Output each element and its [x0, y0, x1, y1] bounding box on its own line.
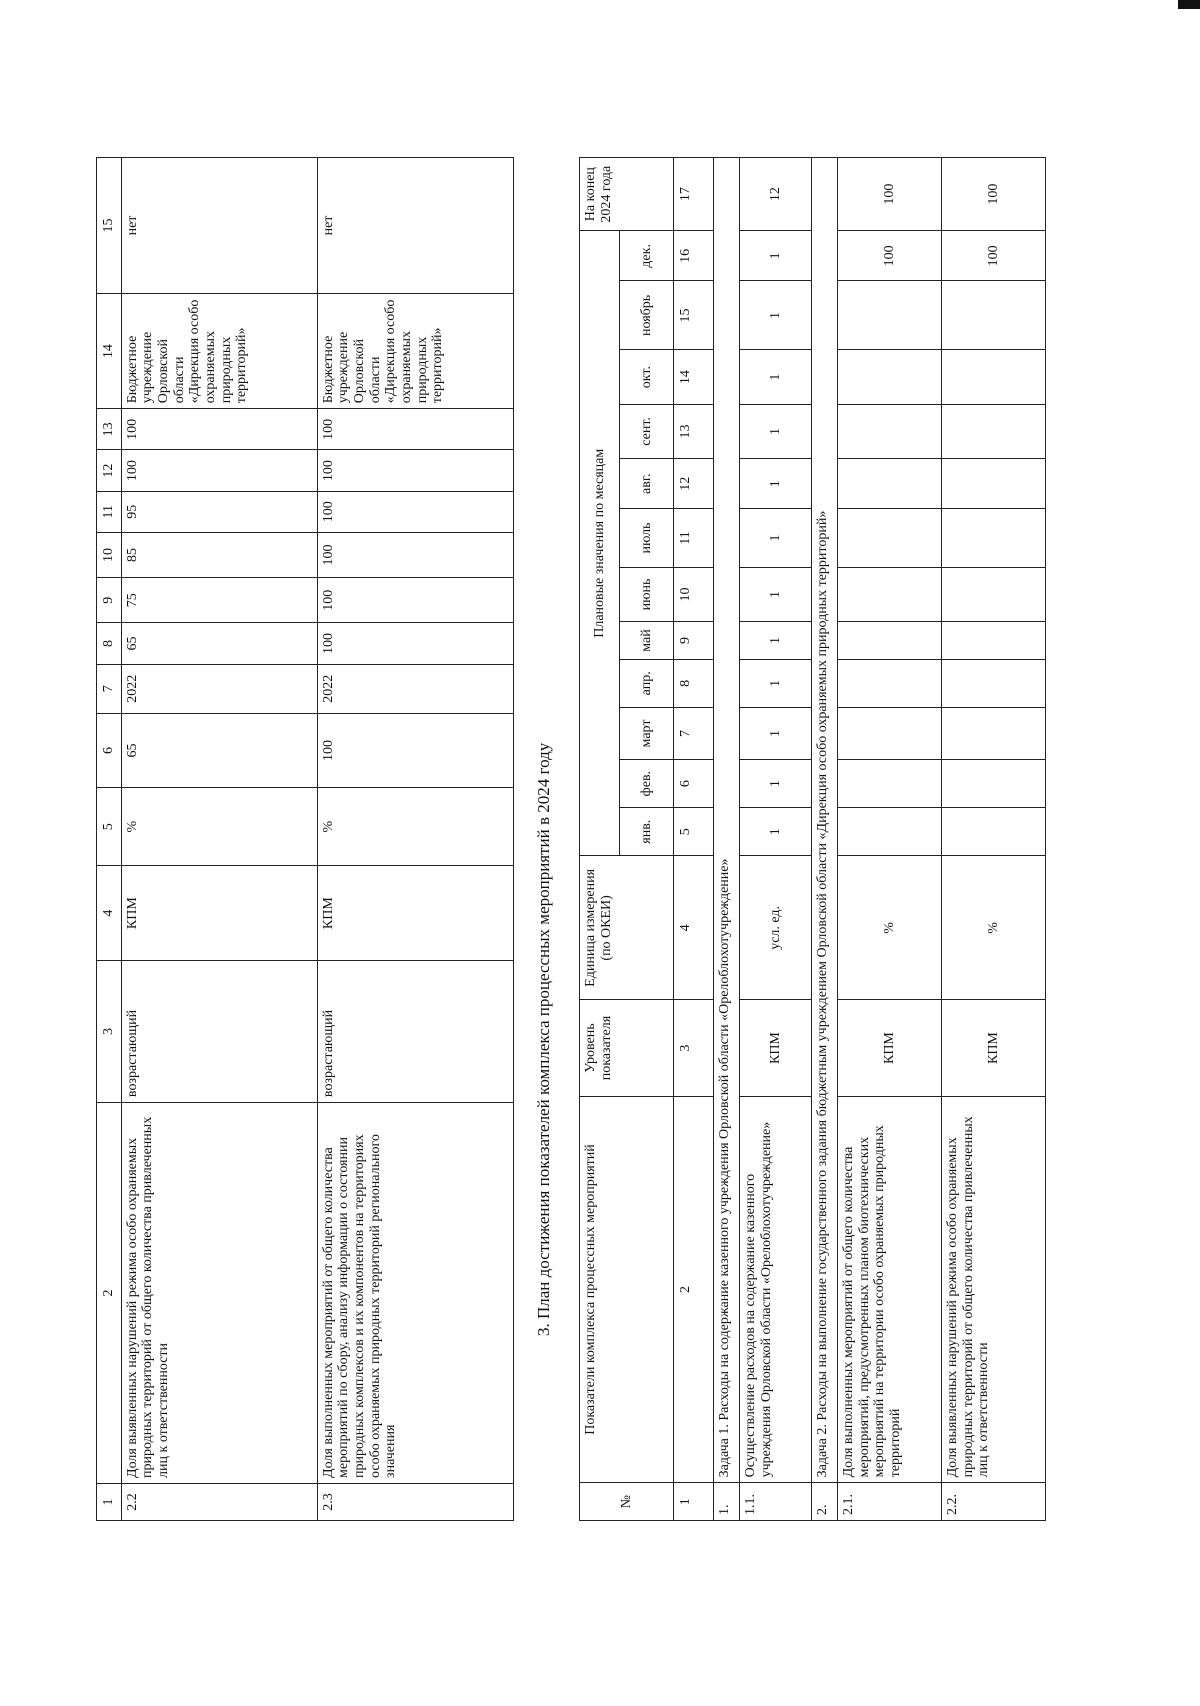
month-value	[942, 659, 1046, 707]
header-end-of-year: На конец 2024 года	[580, 158, 674, 231]
month-value: 1	[740, 231, 812, 281]
table2-header-numbers	[674, 158, 714, 1521]
t2-col-num: 16	[674, 231, 714, 281]
month-header: сент.	[620, 404, 674, 458]
t1-col-num: 2	[97, 1103, 122, 1484]
month-header: июль	[620, 509, 674, 568]
table2-header-row-1	[580, 158, 620, 1521]
t2-col-num: 3	[674, 1000, 714, 1096]
t1-col-num: 1	[97, 1483, 122, 1520]
indicator-name: Доля выявленных нарушений режима особо охраняемых природных территорий от общего количества привлеченных лиц к ответственности	[121, 1103, 317, 1484]
month-value	[942, 567, 1046, 621]
base-value: 65	[121, 713, 317, 787]
section-3-title: 3. План достижения показателей комплекса процессных мероприятий в 2024 году	[534, 742, 553, 1336]
responsible-org: Бюджетное учреждение Орловской области «Дирекция особо охраняемых природных территорий»	[317, 294, 513, 409]
table-row	[942, 158, 1046, 1521]
month-header: март	[620, 707, 674, 759]
header-indicators: Показатели комплекса процессных мероприятий	[580, 1096, 674, 1483]
month-value	[838, 707, 942, 759]
t2-col-num: 10	[674, 567, 714, 621]
t1-col-num: 6	[97, 713, 122, 787]
t2-col-num: 2	[674, 1096, 714, 1483]
t2-col-num: 14	[674, 350, 714, 404]
month-value: 1	[740, 404, 812, 458]
task-number: 1.	[714, 1483, 740, 1521]
row-number: 2.1.	[838, 1483, 942, 1521]
value-cell: 95	[121, 491, 317, 532]
task-label: Задача 2. Расходы на выполнение государственного задания бюджетным учреждением Орловской области «Дирекция особо охраняемых природных территорий»	[812, 158, 838, 1483]
month-value	[838, 567, 942, 621]
month-header: дек.	[620, 231, 674, 281]
month-value	[942, 509, 1046, 568]
month-value: 100	[942, 231, 1046, 281]
t2-col-num: 4	[674, 856, 714, 1000]
indicator-level: КПМ	[317, 866, 513, 961]
month-value: 1	[740, 707, 812, 759]
table-row	[317, 158, 513, 1521]
month-value: 1	[740, 567, 812, 621]
end-of-year-value: 100	[942, 158, 1046, 231]
row-number: 2.3	[317, 1483, 513, 1520]
indicator-level: КПМ	[121, 866, 317, 961]
indicator-level: КПМ	[740, 1000, 812, 1096]
month-header: фев.	[620, 760, 674, 808]
month-value	[942, 281, 1046, 350]
t2-col-num: 5	[674, 808, 714, 856]
month-header: янв.	[620, 808, 674, 856]
header-num: №	[580, 1483, 674, 1521]
end-of-year-value: 12	[740, 158, 812, 231]
t1-col-num: 14	[97, 294, 122, 409]
row-number: 2.2.	[942, 1483, 1046, 1521]
task-1-row	[714, 158, 740, 1521]
t1-col-num: 3	[97, 961, 122, 1103]
t2-col-num: 8	[674, 659, 714, 707]
t1-col-num: 5	[97, 788, 122, 866]
t2-col-num: 6	[674, 760, 714, 808]
indicator-level: КПМ	[942, 1000, 1046, 1096]
value-cell: 100	[317, 409, 513, 450]
responsible-org: Бюджетное учреждение Орловской области «Дирекция особо охраняемых природных территорий»	[121, 294, 317, 409]
base-value: 100	[317, 713, 513, 787]
t2-col-num: 17	[674, 158, 714, 231]
indicator-name: Доля выполненных мероприятий от общего количества мероприятий по сбору, анализу информации о состоянии природных комплексов и их компонентов на территориях особо охраняемых природных территорий регионального значения	[317, 1103, 513, 1484]
month-value	[942, 808, 1046, 856]
month-value	[838, 350, 942, 404]
table-row	[838, 158, 942, 1521]
month-value	[838, 659, 942, 707]
month-header: июнь	[620, 567, 674, 621]
value-cell: 75	[121, 578, 317, 623]
month-value: 1	[740, 459, 812, 509]
info-system: нет	[317, 158, 513, 294]
table-row	[121, 158, 317, 1521]
month-header: окт.	[620, 350, 674, 404]
t1-col-num: 8	[97, 623, 122, 664]
t1-col-num: 4	[97, 866, 122, 961]
plan-achievement-table	[579, 157, 1046, 1521]
month-value: 1	[740, 350, 812, 404]
indicators-table-continuation	[96, 157, 514, 1521]
indicator-name: Доля выполненных мероприятий от общего количества мероприятий, предусмотренных планом биотехнических мероприятий на территории особо охраняемых природных территорий	[838, 1096, 942, 1483]
month-value: 1	[740, 659, 812, 707]
month-value	[838, 281, 942, 350]
t1-col-num: 11	[97, 491, 122, 532]
value-cell: 65	[121, 623, 317, 664]
month-value	[942, 459, 1046, 509]
row-number: 1.1.	[740, 1483, 812, 1521]
value-cell: 100	[317, 532, 513, 577]
table1-header-numbers	[97, 158, 122, 1521]
month-value: 1	[740, 622, 812, 660]
t1-col-num: 7	[97, 664, 122, 713]
month-value: 1	[740, 281, 812, 350]
month-value: 100	[838, 231, 942, 281]
t1-col-num: 12	[97, 450, 122, 491]
month-value	[942, 350, 1046, 404]
month-header: ноябрь	[620, 281, 674, 350]
month-header: авг.	[620, 459, 674, 509]
value-cell: 100	[317, 578, 513, 623]
indicator-unit: %	[838, 856, 942, 1000]
table-row	[740, 158, 812, 1521]
end-of-year-value: 100	[838, 158, 942, 231]
indicator-name: Доля выявленных нарушений режима особо охраняемых природных территорий от общего количества привлеченных лиц к ответственности	[942, 1096, 1046, 1483]
month-value: 1	[740, 808, 812, 856]
indicator-type: возрастающий	[121, 961, 317, 1103]
month-value	[942, 622, 1046, 660]
month-value	[942, 707, 1046, 759]
t2-col-num: 13	[674, 404, 714, 458]
month-value	[838, 808, 942, 856]
month-value	[942, 760, 1046, 808]
t2-col-num: 11	[674, 509, 714, 568]
indicator-unit: %	[942, 856, 1046, 1000]
indicator-unit: %	[121, 788, 317, 866]
t1-col-num: 10	[97, 532, 122, 577]
header-planned-values: Плановые значения по месяцам	[580, 231, 620, 856]
t1-col-num: 13	[97, 409, 122, 450]
base-year: 2022	[121, 664, 317, 713]
row-number: 2.2	[121, 1483, 317, 1520]
t2-col-num: 12	[674, 459, 714, 509]
value-cell: 100	[121, 409, 317, 450]
task-label: Задача 1. Расходы на содержание казенного учреждения Орловской области «Орелоблохотучреждение»	[714, 158, 740, 1483]
header-unit: Единица измерения (по ОКЕИ)	[580, 856, 674, 1000]
month-value	[838, 760, 942, 808]
indicator-unit: %	[317, 788, 513, 866]
value-cell: 100	[317, 450, 513, 491]
value-cell: 100	[317, 491, 513, 532]
indicator-unit: усл. ед.	[740, 856, 812, 1000]
month-value: 1	[740, 509, 812, 568]
base-year: 2022	[317, 664, 513, 713]
month-header: апр.	[620, 659, 674, 707]
month-value	[838, 509, 942, 568]
header-level: Уровень показателя	[580, 1000, 674, 1096]
indicator-name: Осуществление расходов на содержание казенного учреждения Орловской области «Орелоблохотучреждение»	[740, 1096, 812, 1483]
task-2-row	[812, 158, 838, 1521]
month-value	[942, 404, 1046, 458]
t2-col-num: 9	[674, 622, 714, 660]
t2-col-num: 1	[674, 1483, 714, 1521]
value-cell: 100	[317, 623, 513, 664]
month-header: май	[620, 622, 674, 660]
value-cell: 100	[121, 450, 317, 491]
indicator-type: возрастающий	[317, 961, 513, 1103]
month-value	[838, 622, 942, 660]
value-cell: 85	[121, 532, 317, 577]
t2-col-num: 7	[674, 707, 714, 759]
task-number: 2.	[812, 1483, 838, 1521]
indicator-level: КПМ	[838, 1000, 942, 1096]
t1-col-num: 9	[97, 578, 122, 623]
info-system: нет	[121, 158, 317, 294]
month-value	[838, 404, 942, 458]
month-value: 1	[740, 760, 812, 808]
t1-col-num: 15	[97, 158, 122, 294]
month-value	[838, 459, 942, 509]
t2-col-num: 15	[674, 281, 714, 350]
